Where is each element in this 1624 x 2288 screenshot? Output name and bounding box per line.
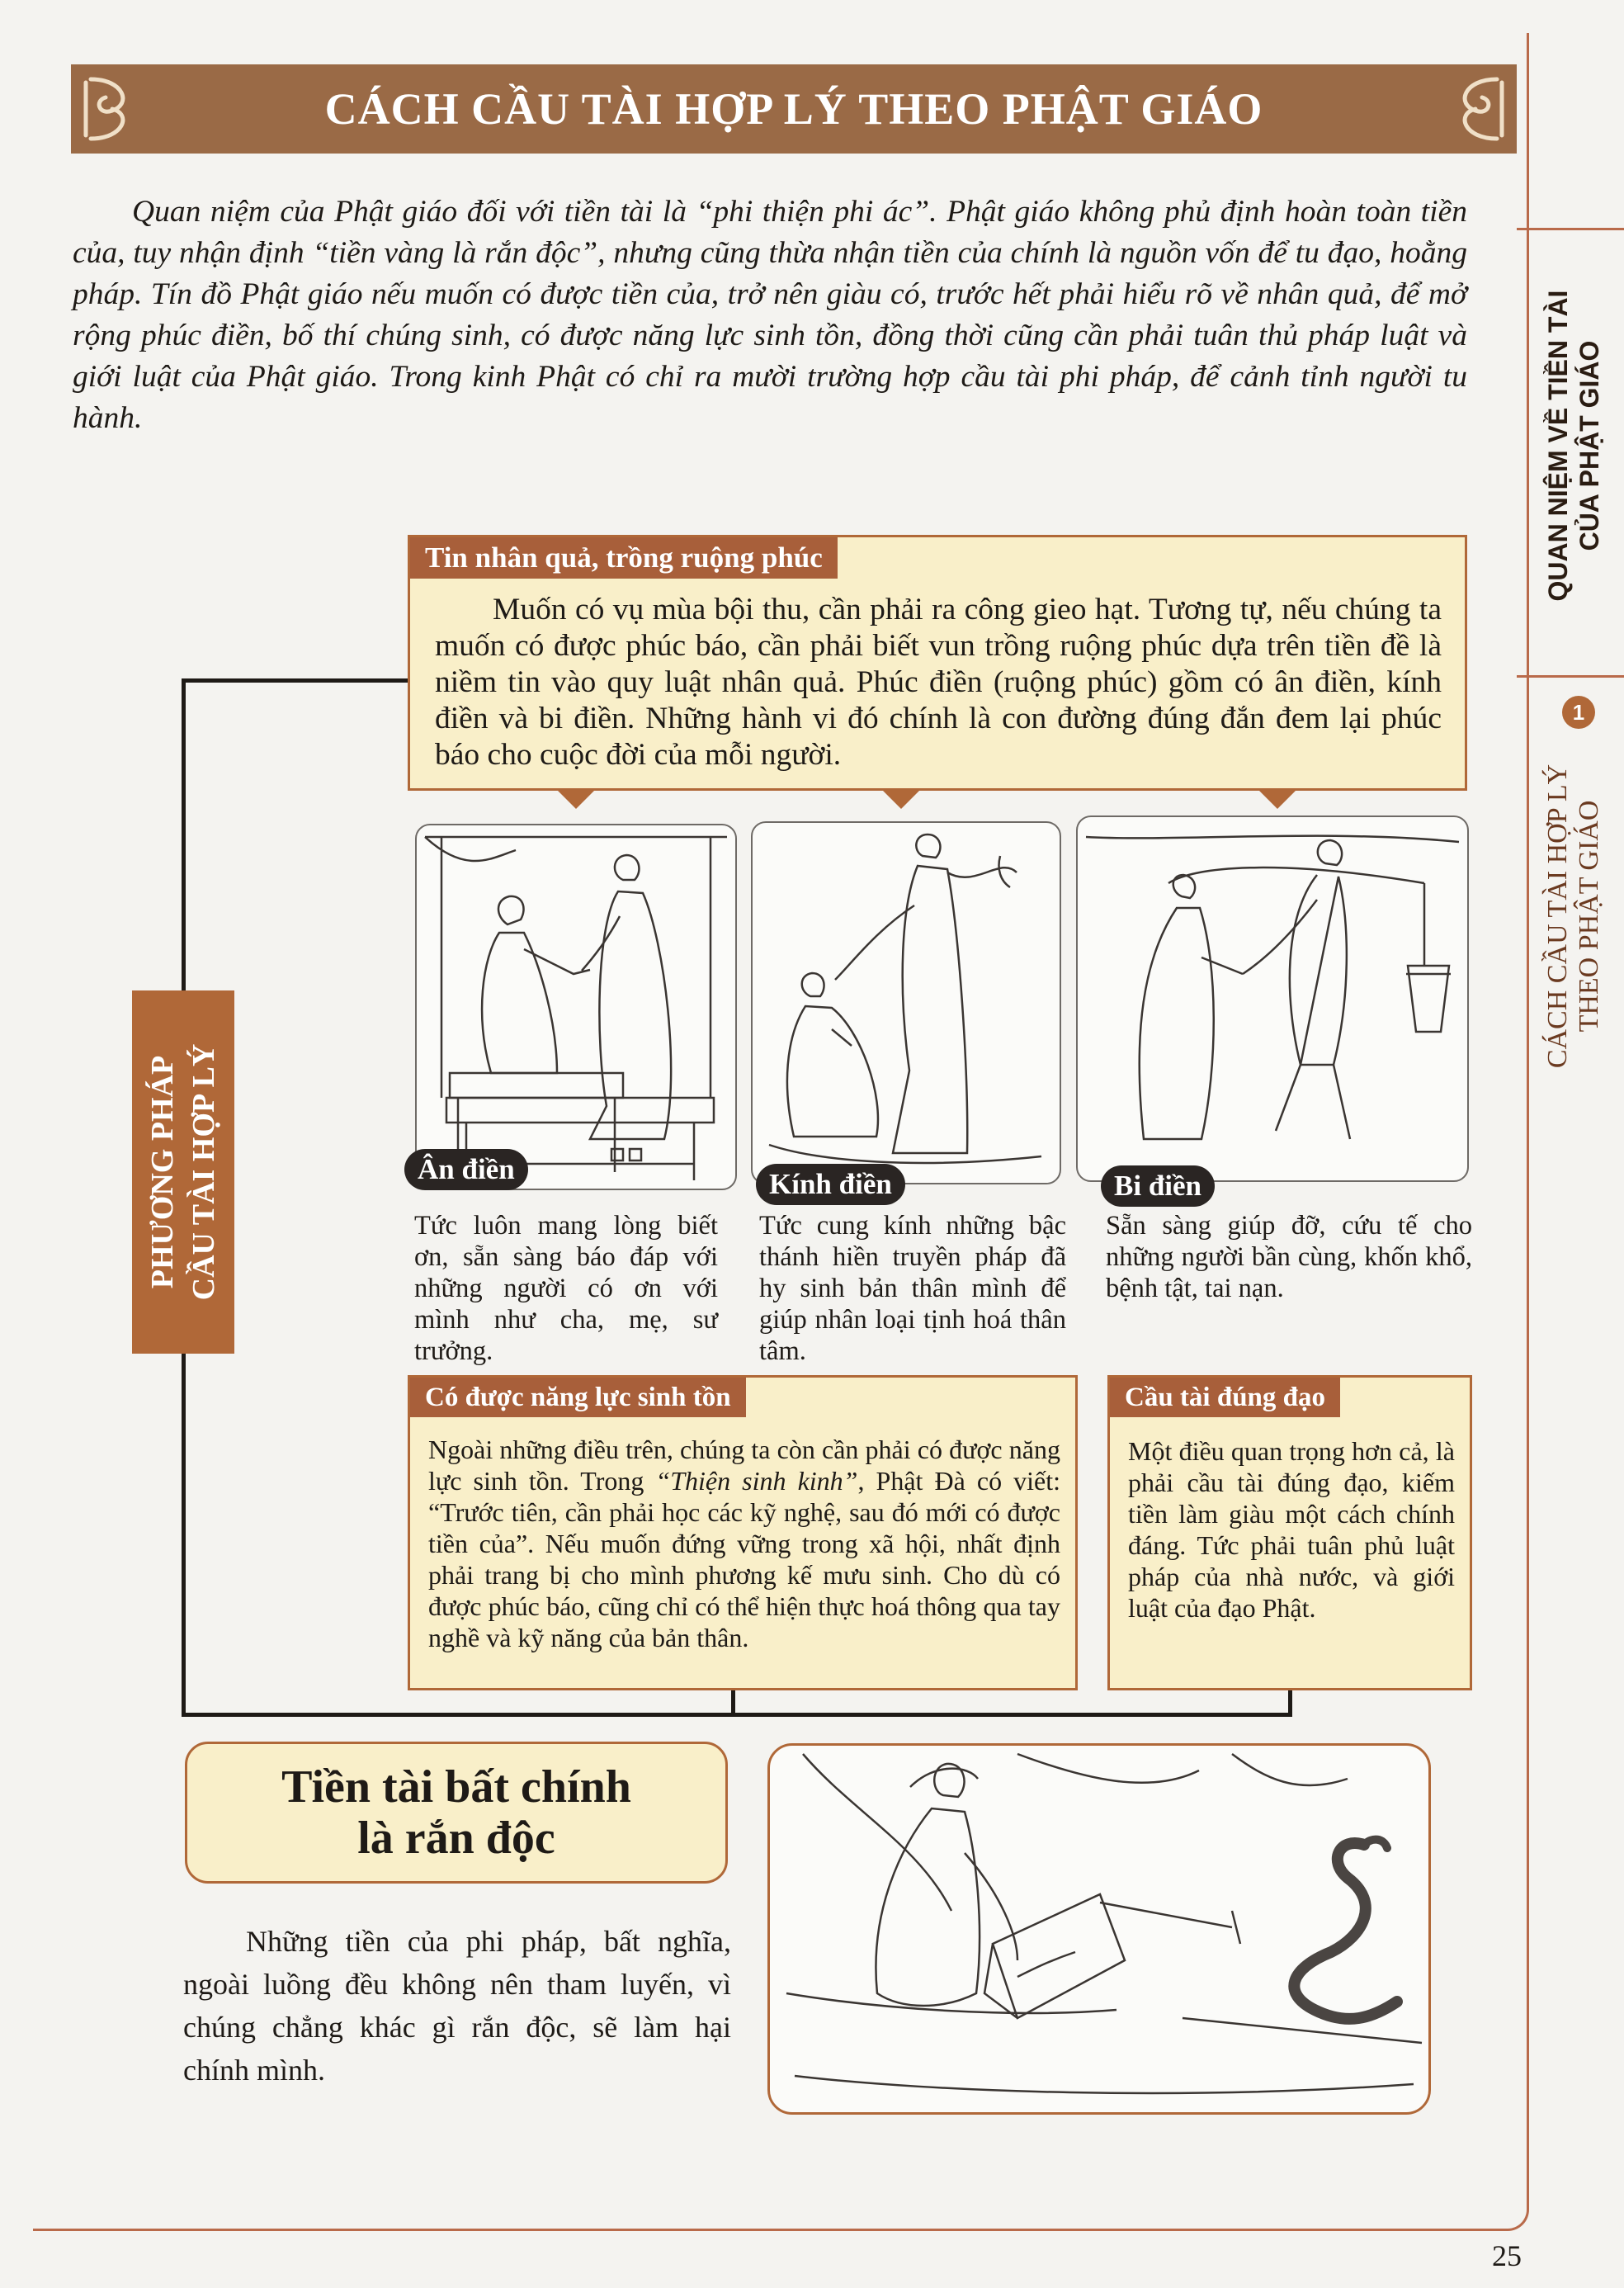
snake-callout-title: Tiền tài bất chính là rắn độc	[281, 1761, 631, 1864]
field-label-compassion: Bi điền	[1101, 1165, 1215, 1207]
field-label-gratitude: Ân điền	[404, 1149, 528, 1190]
snake-paragraph: Những tiền của phi pháp, bất nghĩa, ngoài luồng đều không nên tham luyến, vì chúng chẳng khác gì rắn độc, sẽ làm hại chính mình.	[183, 1925, 731, 2087]
right-way-box-heading: Cầu tài đúng đạo	[1110, 1378, 1340, 1417]
survival-box-heading: Có được năng lực sinh tồn	[410, 1378, 746, 1417]
field-desc-respect: Tức cung kính những bậc thánh hiền truyền pháp đã hy sinh bản thân mình để giúp nhân loại tịnh hoá thân tâm.	[759, 1211, 1066, 1366]
pointer-arrow	[558, 791, 594, 809]
karma-box-heading: Tin nhân quả, trồng ruộng phúc	[410, 537, 838, 579]
survival-box-body: Ngoài những điều trên, chúng ta còn cần phải có được năng lực sinh tồn. Trong “Thiện sinh kinh”, Phật Đà có viết: “Trước tiên, cần phải học các kỹ nghệ, sau đó mới có được tiền của”. Nếu muốn đứng vững trong xã hội, nhất định phải trang bị cho mình phương kế mưu sinh. Cho dù có được phúc báo, cũng chỉ có thể hiện thực hoá thông qua tay nghề và kỹ năng của bản thân.	[428, 1435, 1060, 1652]
compassion-illustration	[1076, 815, 1469, 1182]
section-number-badge: 1	[1562, 696, 1595, 729]
connector-line	[182, 678, 408, 683]
sidebar-chapter-title: QUAN NIỆM VỀ TIỀN TÀI CỦA PHẬT GIÁO	[1543, 290, 1604, 602]
sidebar-section-title: CÁCH CẦU TÀI HỢP LÝ THEO PHẬT GIÁO	[1542, 763, 1604, 1069]
survival-box	[408, 1375, 1078, 1690]
scroll-ornament-icon	[74, 71, 150, 147]
connector-line	[1288, 1689, 1292, 1717]
connector-line	[731, 1689, 735, 1717]
page-title: CÁCH CẦU TÀI HỢP LÝ THEO PHẬT GIÁO	[324, 84, 1263, 134]
method-label: PHƯƠNG PHÁP CẦU TÀI HỢP LÝ	[132, 990, 234, 1354]
karma-box-body: Muốn có vụ mùa bội thu, cần phải ra công gieo hạt. Tương tự, nếu chúng ta muốn có được phúc báo, cần phải biết vun trồng ruộng phúc dựa trên tiền đề là niềm tin vào quy luật nhân quả. Phúc điền (ruộng phúc) gồm có ân điền, kính điền và bi điền. Những hành vi đó chính là con đường đúng đắn đem lại phúc báo cho cuộc đời của mỗi người.	[435, 593, 1442, 772]
field-desc-gratitude: Tức luôn mang lòng biết ơn, sẵn sàng báo đáp với những người có ơn với mình như cha, mẹ, sư trưởng.	[414, 1211, 718, 1366]
title-banner	[71, 64, 1517, 154]
sidebar-divider	[1517, 675, 1624, 678]
field-desc-compassion: Sẵn sàng giúp đỡ, cứu tế cho những người bần cùng, khốn khổ, bệnh tật, tai nạn.	[1106, 1211, 1472, 1303]
scroll-ornament-icon	[1438, 71, 1513, 147]
snake-illustration	[767, 1743, 1431, 2115]
right-way-box-body: Một điều quan trọng hơn cả, là phải cầu tài đúng đạo, kiếm tiền làm giàu một cách chính đáng. Tức phải tuân phủ luật pháp của nhà nước, và giới luật của đạo Phật.	[1128, 1436, 1455, 1623]
right-way-box	[1107, 1375, 1472, 1690]
connector-line	[182, 1713, 1292, 1717]
field-label-respect: Kính điền	[756, 1164, 905, 1205]
gratitude-illustration	[415, 824, 737, 1190]
snake-callout	[185, 1742, 728, 1884]
respect-illustration	[751, 821, 1061, 1184]
intro-paragraph: Quan niệm của Phật giáo đối với tiền tài là “phi thiện phi ác”. Phật giáo không phủ định hoàn toàn tiền của, tuy nhận định “tiền vàng là rắn độc”, nhưng cũng thừa nhận tiền của chính là nguồn vốn để tu đạo, hoằng pháp. Tín đồ Phật giáo nếu muốn có được tiền của, trở nên giàu có, trước hết phải hiểu rõ về nhân quả, để mở rộng phúc điền, bố thí chúng sinh, có được năng lực sinh tồn, đồng thời cũng cần phải tuân thủ pháp luật và giới luật của Phật giáo. Trong kinh Phật có chỉ ra mười trường hợp cầu tài phi pháp, để cảnh tỉnh người tu hành.	[73, 195, 1467, 435]
karma-box	[408, 535, 1467, 791]
pointer-arrow	[1259, 791, 1296, 809]
page-number: 25	[1492, 2239, 1522, 2272]
pointer-arrow	[883, 791, 919, 809]
sidebar-divider	[1517, 228, 1624, 230]
